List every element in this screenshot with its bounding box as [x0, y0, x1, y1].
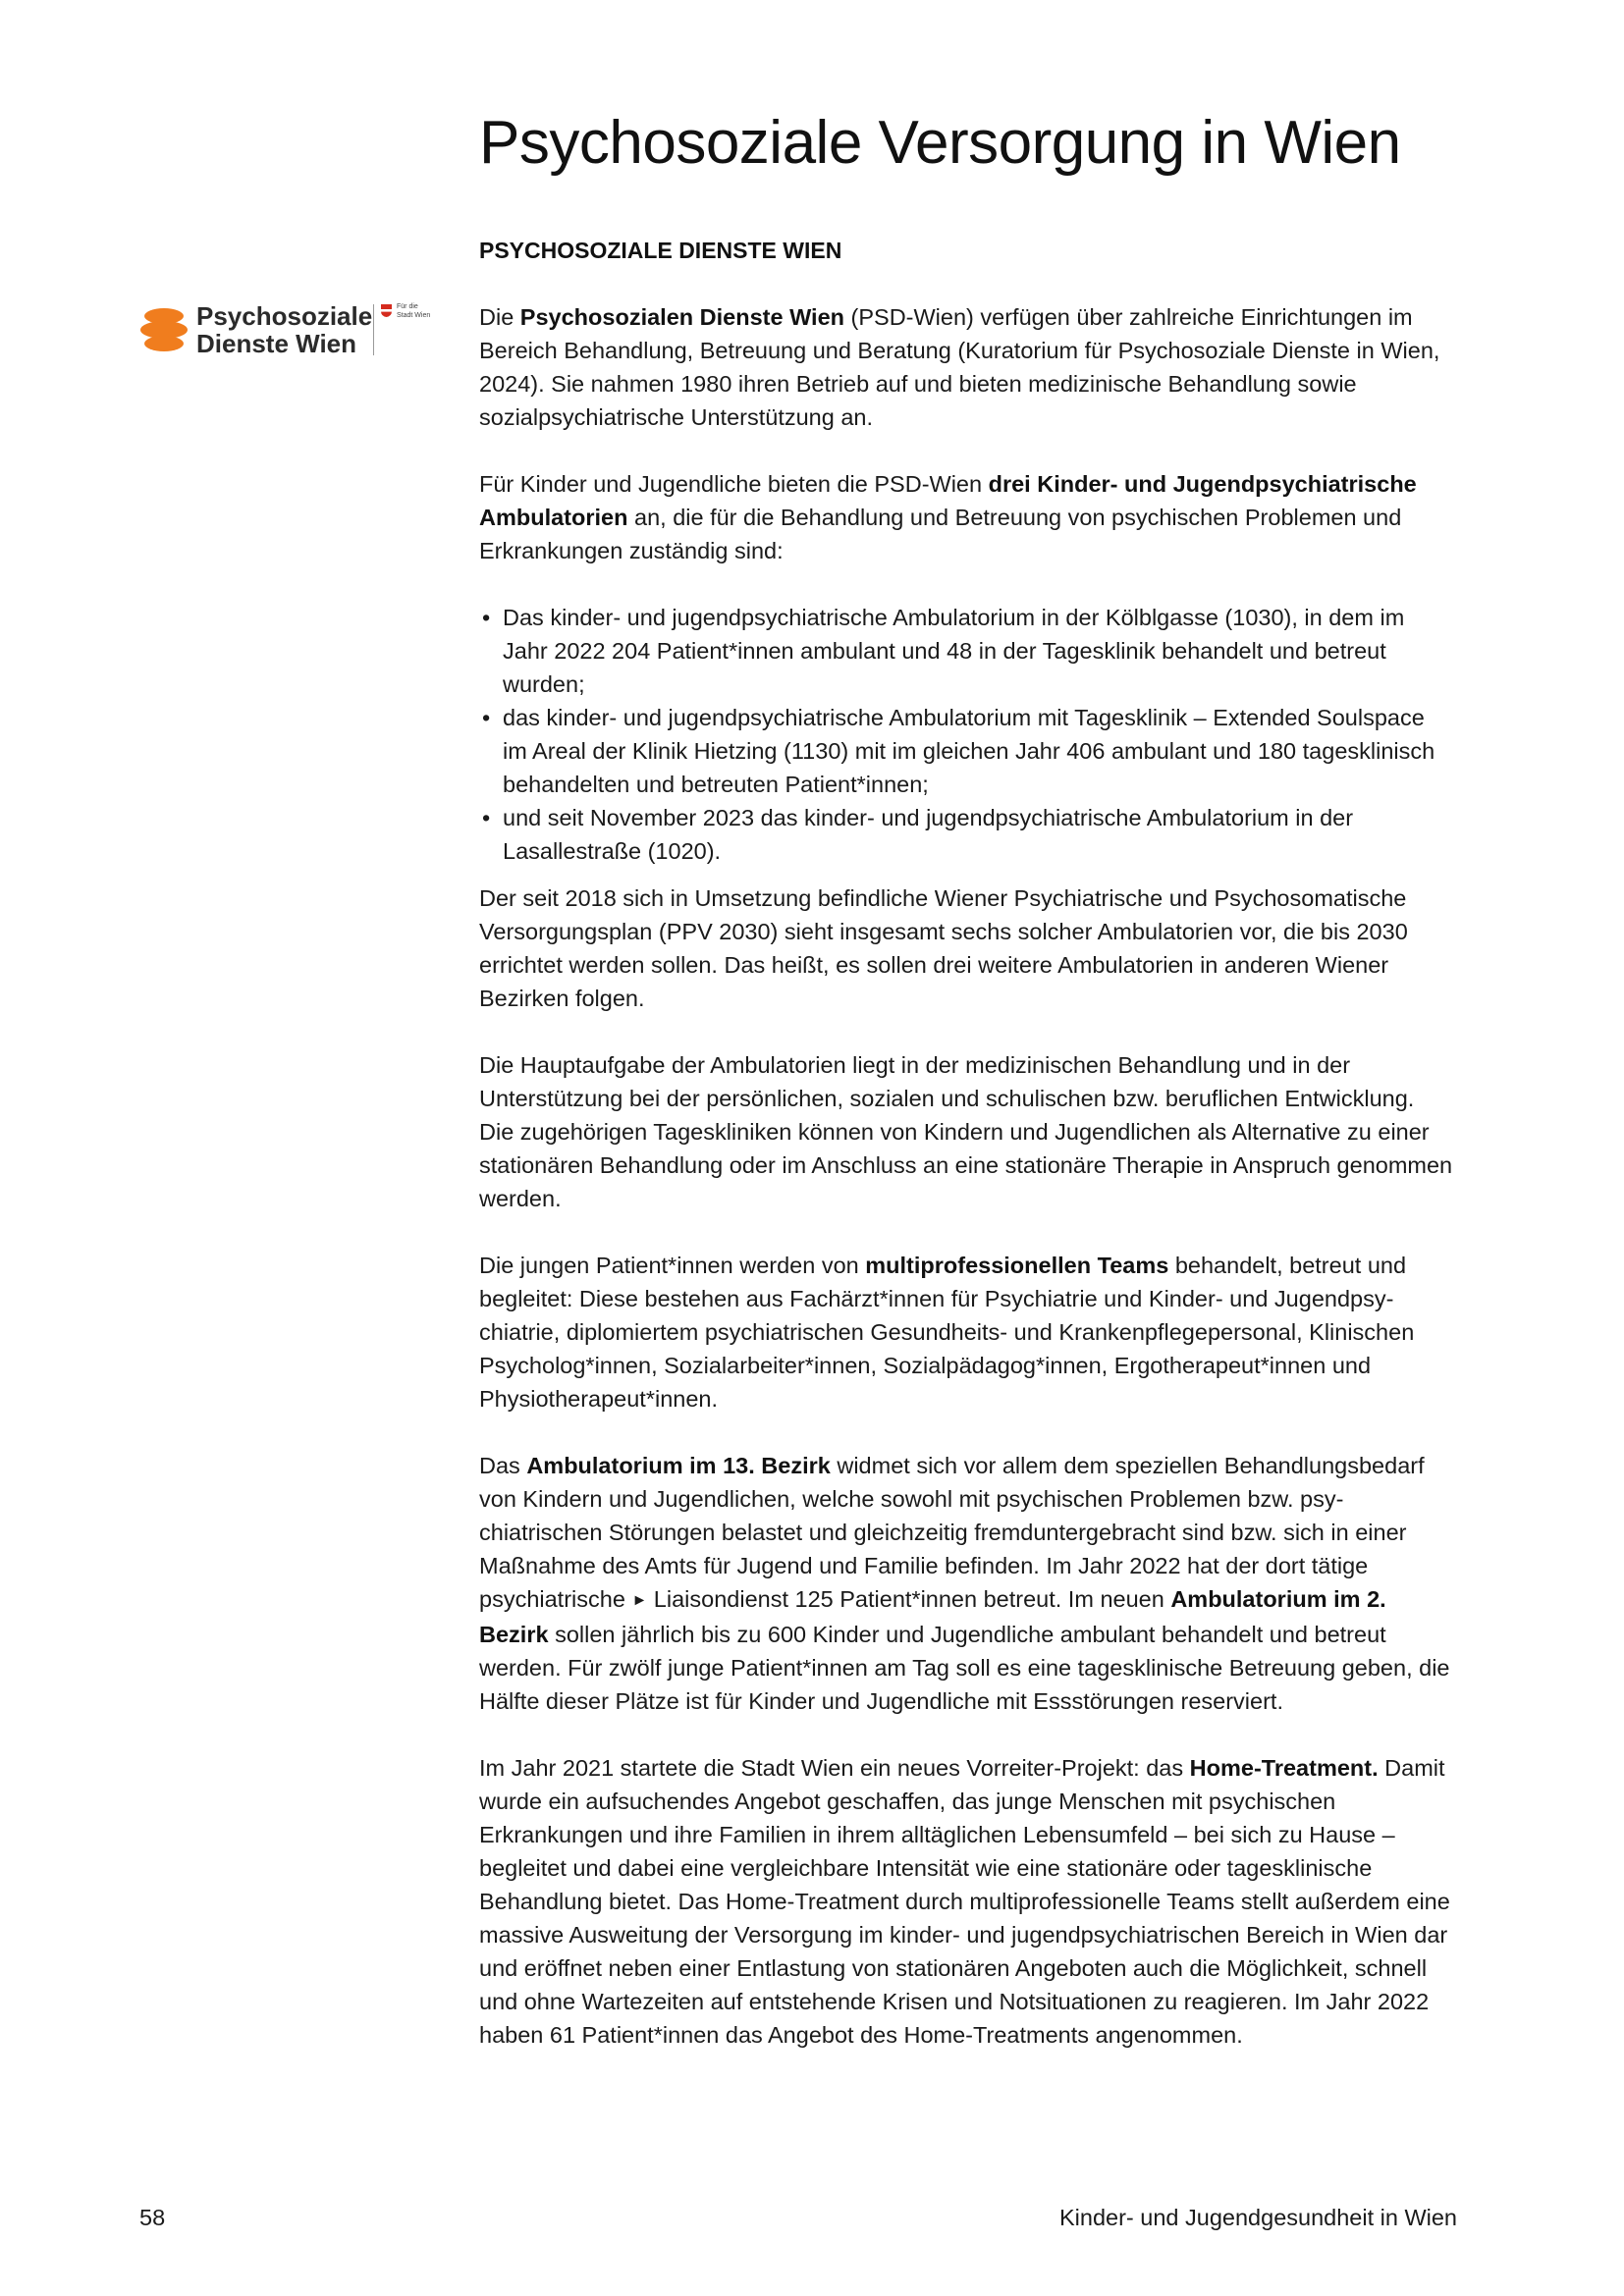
paragraph-hauptaufgabe: Die Hauptaufgabe der Ambulatorien liegt in der medizinischen Behandlung und in der Unterstützung bei der persönlichen, sozialen und schulischen bzw. beruflichen Entwicklung. Die zugehörigen Tageskliniken können von Kindern und Jugendlichen als Alternative zu einer stationären Behandlung oder im Anschluss an eine stationäre Therapie in Anspruch genommen werden. — [479, 1052, 1453, 1211]
page-number: 58 — [139, 2205, 166, 2230]
paragraph-ambulatorium-13: Das Ambulatorium im 13. Bezirk widmet sich vor allem dem speziellen Behandlungsbedarf von Kindern und Jugendlichen, welche sowohl mit psychischen Problemen bzw. psychiatrischen Störungen belastet und gleichzeitig fremduntergebracht sind bzw. sich in einer Maßnahme des Amts für Jugend und Familie befinden. Im Jahr 2022 hat der dort tätige psychiatrische ► Liaisondienst 125 Patient*innen betreut. Im neuen Ambulatorium im 2. Bezirk sollen jährlich bis zu 600 Kinder und Jugendliche ambulant behandelt und betreut werden. Für zwölf junge Patient*innen am Tag soll es eine tagesklinische Betreuung geben, die Hälfte dieser Plätze ist für Kinder und Jugendliche mit Essstörungen reserviert. — [479, 1453, 1450, 1714]
paragraph-home-treatment: Im Jahr 2021 startete die Stadt Wien ein neues Vorreiter-Projekt: das Home-Treatment. Damit wurde ein aufsuchendes Angebot geschaffen, das junge Menschen mit psychischen Erkrankungen und ihre Familien in ihrem alltäglichen Lebensumfeld – bei sich zu Hause – begleitet und dabei eine vergleichbare Intensität wie eine stationäre oder tagesklinische Behandlung bietet. Das Home-Treatment durch multiprofessionelle Teams stellt außerdem eine massive Ausweitung der Versorgung im kinder- und jugendpsychiatrischen Bereich in Wien dar und eröffnet neben einer Entlastung von stationären Angeboten auch die Möglichkeit, schnell und ohne Wartezeiten auf entstehende Krisen und Notsituationen zu reagieren. Im Jahr 2022 haben 61 Patient*innen das Angebot des Home-Treatments angenommen. — [479, 1755, 1450, 2048]
psd-logo-mark-icon — [139, 304, 189, 355]
logo-wordmark — [196, 302, 372, 357]
ambulatorien-list — [479, 601, 1455, 868]
paragraph-teams: Die jungen Patient*innen werden von multiprofessionellen Teams behandelt, betreut und begleitet: Diese bestehen aus Fachärzt*innen für Psychiatrie und Kinder- und Jugendpsychiatrie, diplomiertem psychiatrischen Gesundheits- und Krankenpflegepersonal, Klinischen Psycholog*innen, Sozialarbeiter*innen, Sozialpädagog*innen, Ergotherapeut*innen und Physiotherapeut*innen. — [479, 1253, 1415, 1412]
body-text — [479, 300, 1455, 2085]
paragraph-ambulatorien-intro: Für Kinder und Jugendliche bieten die PSD-Wien drei Kinder- und Jugendpsychiatrische Ambulatorien an, die für die Behandlung und Betreuung von psychischen Problemen und Erkrankungen zuständig sind: — [479, 471, 1417, 563]
list-item: • und seit November 2023 das kinder- und jugendpsychiatrische Ambulatorium in der Lasallestraße (1020). — [479, 801, 1455, 868]
vienna-crest-icon — [381, 304, 392, 317]
logo-divider — [373, 304, 374, 355]
glossary-arrow-icon: ► — [631, 1592, 648, 1609]
footer-publication-title: Kinder- und Jugendgesundheit in Wien — [1059, 2205, 1457, 2230]
logo-city-text: Für die Stadt Wien — [397, 303, 431, 319]
logo-line-1: Psychosoziale — [196, 301, 373, 331]
list-item: • das kinder- und jugendpsychiatrische Ambulatorium mit Tagesklinik – Extended Soulspace im Areal der Klinik Hietzing (1130) mit im gleichen Jahr 406 ambulant und 180 tagesklinisch behandelten und betreuten Patient*innen; — [479, 701, 1455, 801]
psd-wien-logo — [139, 300, 444, 359]
paragraph-ppv-2030: Der seit 2018 sich in Umsetzung befindliche Wiener Psychiatrische und Psychosomatische Versorgungsplan (PPV 2030) sieht insgesamt sechs solcher Ambulatorien vor, die bis 2030 errichtet werden sollen. Das heißt, es sollen drei weitere Ambulatorien in anderen Wiener Bezirken folgen. — [479, 885, 1408, 1011]
list-item: • Das kinder- und jugendpsychiatrische Ambulatorium in der Kölblgasse (1030), in dem im Jahr 2022 204 Patient*innen ambulant und 48 in der Tagesklinik behandelt und betreut wurden; — [479, 601, 1455, 701]
logo-line-2: Dienste Wien — [196, 329, 357, 358]
section-heading: PSYCHOSOZIALE DIENSTE WIEN — [479, 238, 842, 263]
page-title: Psychosoziale Versorgung in Wien — [479, 109, 1401, 177]
paragraph-psd-intro: Die Psychosozialen Dienste Wien (PSD-Wien) verfügen über zahlreiche Einrichtungen im Bereich Behandlung, Betreuung und Beratung (Kuratorium für Psychosoziale Dienste in Wien, 2024). Sie nahmen 1980 ihren Betrieb auf und bieten medizinische Behandlung sowie sozialpsychiatrische Unterstützung an. — [479, 304, 1440, 430]
